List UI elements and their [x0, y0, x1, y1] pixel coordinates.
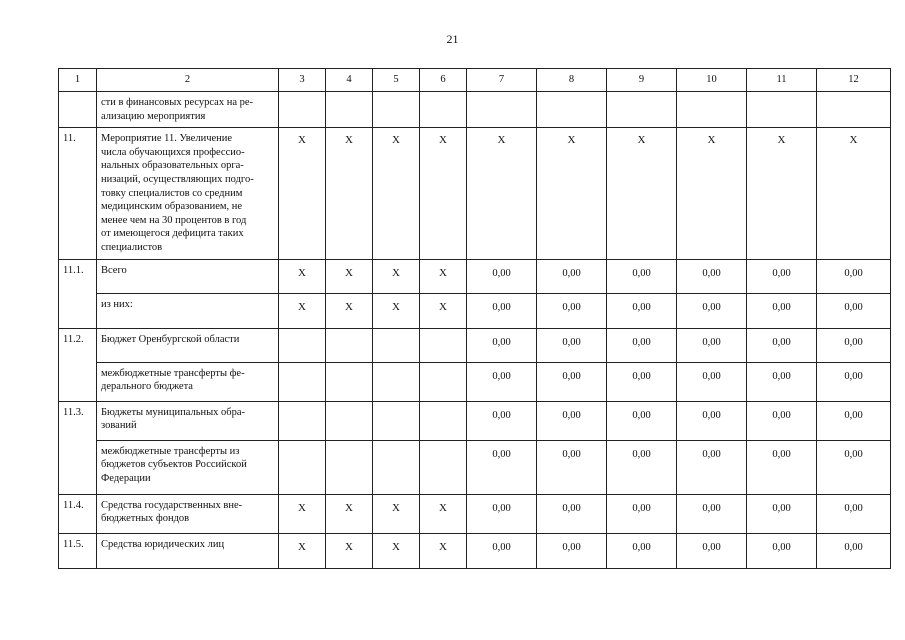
table-cell: 0,00 — [537, 533, 607, 568]
table-body — [59, 69, 891, 569]
column-header: 12 — [817, 69, 891, 92]
column-header: 11 — [747, 69, 817, 92]
table-cell — [537, 92, 607, 128]
column-header: 10 — [677, 69, 747, 92]
table-cell — [279, 92, 326, 128]
table-cell: Х — [279, 494, 326, 533]
table-cell: Х — [817, 128, 891, 259]
table-cell: 0,00 — [607, 401, 677, 440]
row-label: из них: — [97, 293, 279, 328]
table-cell: 0,00 — [677, 362, 747, 401]
table-cell: Х — [420, 494, 467, 533]
table-cell — [420, 362, 467, 401]
table-cell: Х — [467, 128, 537, 259]
table-cell: Х — [420, 533, 467, 568]
table-cell: 0,00 — [677, 494, 747, 533]
table-cell: 0,00 — [607, 494, 677, 533]
table-cell — [420, 440, 467, 494]
table-cell: 0,00 — [677, 259, 747, 293]
table-cell: 0,00 — [607, 362, 677, 401]
table-cell: 0,00 — [677, 440, 747, 494]
table-cell: 0,00 — [537, 328, 607, 362]
table-cell — [373, 92, 420, 128]
table-cell: 0,00 — [607, 440, 677, 494]
column-header: 8 — [537, 69, 607, 92]
row-number: 11.5. — [59, 533, 97, 568]
row-label: сти в финансовых ресурсах на ре- ализацию мероприятия — [97, 92, 279, 128]
table-cell: 0,00 — [537, 440, 607, 494]
table-cell: 0,00 — [817, 362, 891, 401]
row-number: 11.1. — [59, 259, 97, 328]
table-cell: Х — [279, 533, 326, 568]
table-cell — [279, 440, 326, 494]
table-cell: Х — [373, 533, 420, 568]
table-cell: Х — [279, 128, 326, 259]
table-cell: 0,00 — [467, 401, 537, 440]
table-cell: 0,00 — [467, 293, 537, 328]
table-cell: 0,00 — [747, 494, 817, 533]
table-row — [59, 440, 891, 494]
table-cell: 0,00 — [537, 293, 607, 328]
header-row — [59, 69, 891, 92]
table-cell: Х — [373, 293, 420, 328]
table-cell: 0,00 — [817, 533, 891, 568]
row-number: 11. — [59, 128, 97, 259]
table-cell — [420, 328, 467, 362]
row-number: 11.2. — [59, 328, 97, 401]
table-cell — [279, 401, 326, 440]
table-cell: 0,00 — [607, 259, 677, 293]
table-row — [59, 259, 891, 293]
table-cell: Х — [279, 259, 326, 293]
table-cell: Х — [326, 259, 373, 293]
column-header: 9 — [607, 69, 677, 92]
table-cell: 0,00 — [817, 293, 891, 328]
table-cell: 0,00 — [607, 293, 677, 328]
table-cell: 0,00 — [467, 259, 537, 293]
table-cell: 0,00 — [817, 328, 891, 362]
page-number: 21 — [446, 32, 459, 46]
table-cell: 0,00 — [537, 362, 607, 401]
table-cell: 0,00 — [747, 293, 817, 328]
table-cell: 0,00 — [747, 259, 817, 293]
table-row — [59, 533, 891, 568]
table-cell — [326, 92, 373, 128]
table-cell — [373, 401, 420, 440]
table-cell — [326, 401, 373, 440]
table-cell: 0,00 — [817, 259, 891, 293]
table-cell: 0,00 — [677, 293, 747, 328]
table-cell: 0,00 — [747, 328, 817, 362]
table-row — [59, 328, 891, 362]
table-cell: 0,00 — [607, 533, 677, 568]
table-cell: 0,00 — [467, 328, 537, 362]
budget-table — [58, 68, 891, 569]
table-cell: Х — [420, 128, 467, 259]
column-header: 2 — [97, 69, 279, 92]
table-cell — [677, 92, 747, 128]
table-cell: 0,00 — [537, 401, 607, 440]
table-cell: Х — [420, 293, 467, 328]
table-row — [59, 128, 891, 259]
row-label: Бюджет Оренбургской области — [97, 328, 279, 362]
table-cell: 0,00 — [467, 533, 537, 568]
table-cell — [279, 362, 326, 401]
table-cell: Х — [326, 533, 373, 568]
table-cell: 0,00 — [747, 401, 817, 440]
table-cell — [326, 362, 373, 401]
row-label: Всего — [97, 259, 279, 293]
table-cell — [326, 440, 373, 494]
row-label: Бюджеты муниципальных обра- зований — [97, 401, 279, 440]
column-header: 6 — [420, 69, 467, 92]
table-cell — [467, 92, 537, 128]
table-cell: 0,00 — [467, 362, 537, 401]
table-cell: 0,00 — [467, 494, 537, 533]
table-cell: 0,00 — [817, 401, 891, 440]
table-cell: 0,00 — [537, 259, 607, 293]
table-cell: 0,00 — [467, 440, 537, 494]
table-cell — [279, 328, 326, 362]
table-cell: 0,00 — [607, 328, 677, 362]
table-row — [59, 494, 891, 533]
table-row — [59, 293, 891, 328]
table-cell: Х — [326, 293, 373, 328]
table-cell — [420, 92, 467, 128]
table-row — [59, 92, 891, 128]
table-cell — [373, 440, 420, 494]
row-label: Средства государственных вне- бюджетных фондов — [97, 494, 279, 533]
table-cell: 0,00 — [677, 401, 747, 440]
table-row — [59, 401, 891, 440]
column-header: 3 — [279, 69, 326, 92]
table-cell — [326, 328, 373, 362]
row-number: 11.3. — [59, 401, 97, 494]
row-label: Мероприятие 11. Увеличение числа обучающихся профессио- нальных образовательных орга- низаций, осуществляющих подго- товку специалистов со средним медицинским образованием, не менее чем на 30 процентов в год от имеющегося дефицита таких специалистов — [97, 128, 279, 259]
table-cell: Х — [677, 128, 747, 259]
table-cell: Х — [607, 128, 677, 259]
table-cell — [607, 92, 677, 128]
table-cell — [817, 92, 891, 128]
table-cell — [420, 401, 467, 440]
column-header: 5 — [373, 69, 420, 92]
table-cell: 0,00 — [537, 494, 607, 533]
table-cell: Х — [420, 259, 467, 293]
table-cell: Х — [326, 128, 373, 259]
table-cell — [747, 92, 817, 128]
table-cell: Х — [326, 494, 373, 533]
row-label: Средства юридических лиц — [97, 533, 279, 568]
table-row — [59, 362, 891, 401]
row-number: 11.4. — [59, 494, 97, 533]
column-header: 7 — [467, 69, 537, 92]
table-cell — [373, 362, 420, 401]
table-cell: Х — [373, 494, 420, 533]
table-cell: 0,00 — [677, 533, 747, 568]
column-header: 1 — [59, 69, 97, 92]
table-cell: 0,00 — [817, 440, 891, 494]
table-cell: Х — [279, 293, 326, 328]
table-cell — [373, 328, 420, 362]
table-cell: 0,00 — [747, 533, 817, 568]
table-cell: Х — [537, 128, 607, 259]
table-cell: 0,00 — [747, 362, 817, 401]
column-header: 4 — [326, 69, 373, 92]
table-cell: Х — [747, 128, 817, 259]
table-cell: 0,00 — [677, 328, 747, 362]
table-cell: 0,00 — [817, 494, 891, 533]
table-cell: 0,00 — [747, 440, 817, 494]
row-number — [59, 92, 97, 128]
table-cell: Х — [373, 128, 420, 259]
row-label: межбюджетные трансферты из бюджетов субъектов Российской Федерации — [97, 440, 279, 494]
row-label: межбюджетные трансферты фе- дерального бюджета — [97, 362, 279, 401]
table-cell: Х — [373, 259, 420, 293]
